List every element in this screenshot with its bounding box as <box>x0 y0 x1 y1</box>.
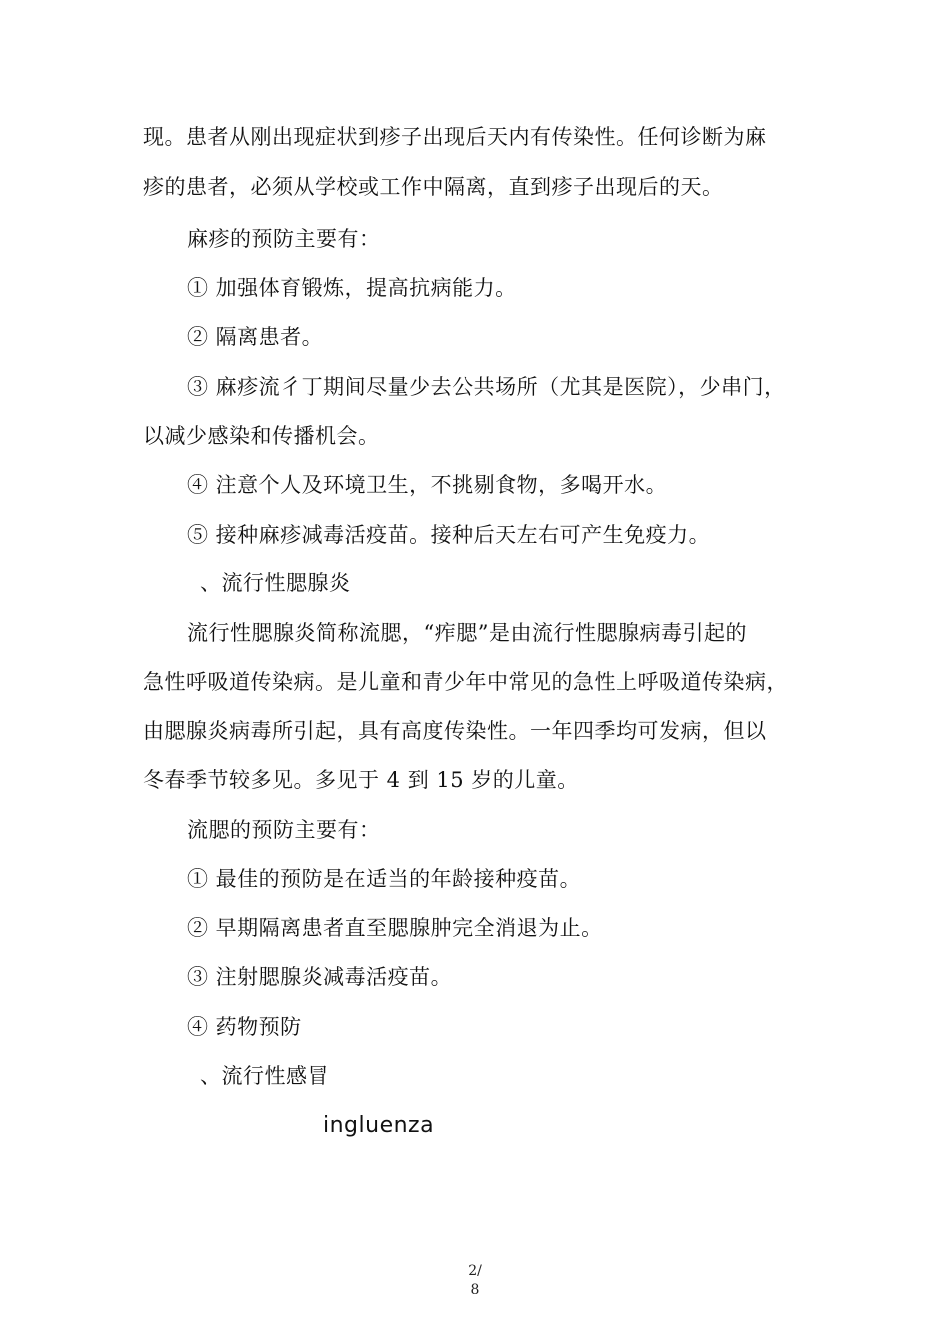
mumps-paragraph-line-4: 冬春季节较多见。多见于 4 到 15 岁的儿童。 <box>143 768 579 792</box>
mumps-prevention-item-2: ② 早期隔离患者直至腮腺肿完全消退为止。 <box>187 916 603 940</box>
measles-prevention-item-4: ④ 注意个人及环境卫生，不挑剔食物，多喝开水。 <box>187 473 668 497</box>
measles-prevention-intro: 麻疹的预防主要有： <box>187 227 381 251</box>
measles-prevention-item-3-cont: 以减少感染和传播机会。 <box>143 424 380 448</box>
page-number-bottom: 8 <box>470 1282 480 1298</box>
influenza-latin-term: ingluenza <box>323 1113 435 1138</box>
paragraph-line-1: 现。患者从刚出现症状到疹子出现后天内有传染性。任何诊断为麻 <box>143 125 767 149</box>
measles-prevention-item-2: ② 隔离患者。 <box>187 325 324 349</box>
mumps-paragraph-line-3: 由腮腺炎病毒所引起，具有高度传染性。一年四季均可发病，但以 <box>143 719 767 743</box>
page-number-top: 2/ <box>468 1263 482 1279</box>
section-heading-influenza: 、流行性感冒 <box>200 1064 329 1088</box>
mumps-paragraph-line-1: 流行性腮腺炎简称流腮，“痄腮”是由流行性腮腺病毒引起的 <box>187 621 747 645</box>
measles-prevention-item-3: ③ 麻疹流彳丁期间尽量少去公共场所（尤其是医院），少串门， <box>187 375 786 399</box>
mumps-prevention-intro: 流腮的预防主要有： <box>187 818 381 842</box>
mumps-prevention-item-1: ① 最佳的预防是在适当的年龄接种疫苗。 <box>187 867 582 891</box>
mumps-paragraph-line-2: 急性呼吸道传染病。是儿童和青少年中常见的急性上呼吸道传染病， <box>143 670 788 694</box>
measles-prevention-item-1: ① 加强体育锻炼，提高抗病能力。 <box>187 276 517 300</box>
mumps-prevention-item-3: ③ 注射腮腺炎减毒活疫苗。 <box>187 965 453 989</box>
measles-prevention-item-5: ⑤ 接种麻疹减毒活疫苗。接种后天左右可产生免疫力。 <box>187 523 711 547</box>
section-heading-mumps: 、流行性腮腺炎 <box>200 571 351 595</box>
mumps-prevention-item-4: ④ 药物预防 <box>187 1015 302 1039</box>
paragraph-line-2: 疹的患者，必须从学校或工作中隔离，直到疹子出现后的天。 <box>143 175 724 199</box>
